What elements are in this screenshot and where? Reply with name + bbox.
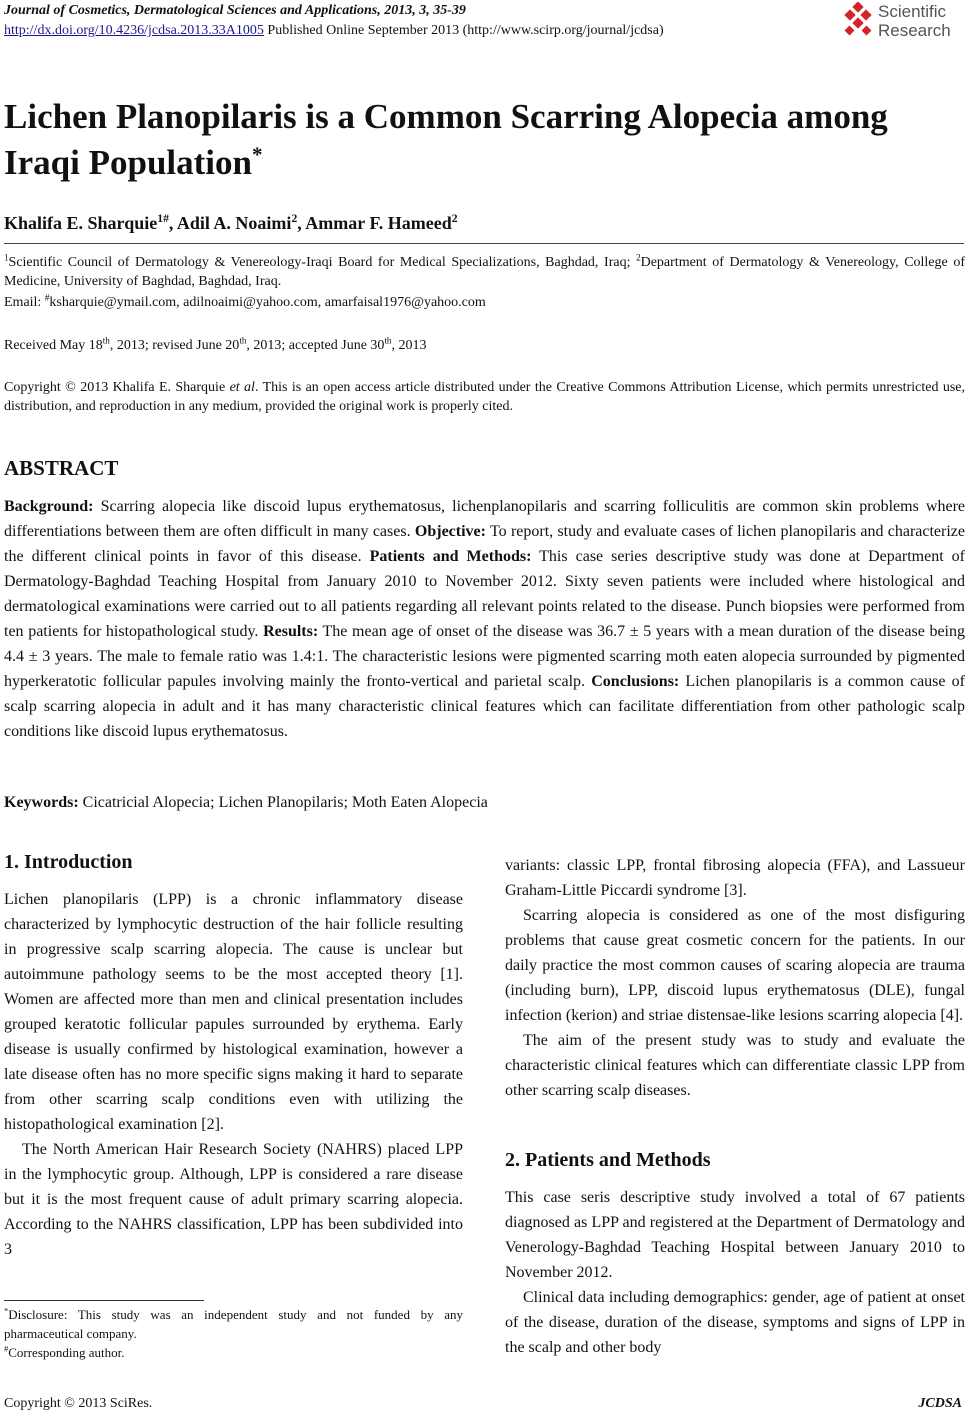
section-heading-introduction: 1. Introduction bbox=[4, 851, 133, 873]
email-label: Email: bbox=[4, 295, 45, 310]
author-3: , Ammar F. Hameed bbox=[297, 213, 452, 233]
fn1-sup: * bbox=[4, 1305, 9, 1316]
keywords-text: Cicatricial Alopecia; Lichen Planopilaris; Moth Eaten Alopecia bbox=[78, 794, 488, 811]
abstract-heading: ABSTRACT bbox=[4, 456, 119, 480]
conclusions-label: Conclusions: bbox=[591, 673, 680, 690]
journal-volume: , 2013, 3, 35-39 bbox=[377, 3, 466, 18]
footnote-2 bbox=[4, 1343, 463, 1362]
copyright-notice bbox=[4, 378, 965, 416]
date-end: , 2013 bbox=[391, 338, 427, 353]
title-text: Lichen Planopilaris is a Common Scarring Alopecia among Iraqi Population bbox=[4, 97, 888, 182]
right-paragraph-1: variants: classic LPP, frontal fibrosing alopecia (FFA), and Lassueur Graham-Little Piccardi syndrome [3]. bbox=[505, 857, 965, 899]
section-heading-methods: 2. Patients and Methods bbox=[505, 1149, 711, 1171]
methods-label: Patients and Methods: bbox=[369, 548, 532, 565]
footnotes bbox=[4, 1305, 463, 1362]
background-label: Background: bbox=[4, 498, 94, 515]
fn2-sup: # bbox=[4, 1343, 9, 1354]
scientific-research-logo bbox=[840, 2, 962, 44]
journal-name: Journal of Cosmetics, Dermatological Sciences and Applications bbox=[4, 3, 378, 18]
doi-line bbox=[4, 23, 664, 39]
title-star: * bbox=[251, 142, 263, 167]
footnote-divider bbox=[4, 1300, 204, 1301]
affiliation bbox=[4, 253, 965, 291]
author-3-sup: 2 bbox=[451, 212, 458, 225]
doi-link[interactable]: http://dx.doi.org/10.4236/jcdsa.2013.33A1005 bbox=[4, 23, 264, 38]
date-revised: , 2013; revised June 20 bbox=[109, 338, 240, 353]
keywords bbox=[4, 794, 488, 812]
conclusions-text: Lichen planopilaris is a common cause of scalp scarring alopecia in adult and it has many characteristic clinical features which can facilitate differentiation from other pathologic scalp conditions like discoid lupus erythematosus. bbox=[4, 673, 966, 740]
copyright-etal: et al bbox=[229, 380, 255, 395]
footnote-1 bbox=[4, 1305, 463, 1343]
sup-th-1: th bbox=[102, 335, 110, 346]
aff-text-1: Scientific Council of Dermatology & Venereology-Iraqi Board for Medical Specializations, Baghdad, Iraq; bbox=[8, 255, 637, 270]
right-column-body-bottom bbox=[505, 1185, 965, 1360]
author-2-sup: 2 bbox=[291, 212, 298, 225]
keywords-label: Keywords: bbox=[4, 794, 79, 811]
results-text: The mean age of onset of the disease was 36.7 ± 5 years with a mean duration of the disease being 4.4 ± 3 years. The male to female ratio was 1.4:1. The characteristic lesions were pigmented scarring moth eaten alopecia surrounded by pigmented hyperkeratotic follicular papules involving mainly the fronto-vertical and parietal scalp. bbox=[4, 623, 965, 690]
objective-label: Objective: bbox=[414, 523, 486, 540]
logo-line-1: Scientific bbox=[878, 2, 947, 21]
footer-copyright: Copyright © 2013 SciRes. bbox=[4, 1396, 153, 1411]
abstract-body bbox=[4, 494, 965, 744]
copyright-before: Copyright © 2013 Khalifa E. Sharquie bbox=[4, 380, 230, 395]
author-divider bbox=[4, 243, 964, 244]
date-received: Received May 18 bbox=[4, 338, 103, 353]
results-label: Results: bbox=[263, 623, 319, 640]
intro-paragraph-2: The North American Hair Research Society (NAHRS) placed LPP in the lymphocytic group. Although, LPP is considered a rare disease but it is the most frequent cause of adult primary scarring alopecia. According to the NAHRS classification, LPP has been subdivided into 3 bbox=[4, 1141, 463, 1258]
email-addresses[interactable]: ksharquie@ymail.com, adilnoaimi@yahoo.com, amarfaisal1976@yahoo.com bbox=[49, 295, 486, 310]
footer-journal-abbrev: JCDSA bbox=[918, 1396, 962, 1411]
intro-paragraph-1: Lichen planopilaris (LPP) is a chronic inflammatory disease characterized by lymphocytic destruction of the hair follicle resulting in progressive scalp scarring alopecia. The cause is unclear but autoimmune pathology seems to be the most accepted theory [1]. Women are affected more than men and clinical presentation includes grouped keratotic follicular papules surrounded by erythema. Early disease is usually confirmed by histological examination, however a late disease often has no more specific signs making it hard to separate from other scarring scalp conditions even with utilizing the histopathological examination [2]. bbox=[4, 891, 463, 1133]
left-column-body bbox=[4, 887, 463, 1262]
objective-text: To report, study and evaluate cases of lichen planopilaris and characterize the different clinical points in favor of this disease. bbox=[4, 523, 966, 565]
author-1: Khalifa E. Sharquie bbox=[4, 213, 158, 233]
aff-text-2: Department of Dermatology & Venereology, College of Medicine, University of Baghdad, Baghdad, Iraq. bbox=[4, 255, 965, 289]
author-1-sup: 1# bbox=[157, 212, 169, 225]
sup-th-3: th bbox=[384, 335, 392, 346]
email-line bbox=[4, 293, 486, 312]
right-column-body-top bbox=[505, 853, 965, 1103]
copyright-after: . This is an open access article distributed under the Creative Commons Attribution License, which permits unrestricted use, distribution, and reproduction in any medium, provided the original work is properly cited. bbox=[4, 380, 965, 414]
author-list bbox=[4, 213, 458, 234]
methods-text: This case series descriptive study was done at Department of Dermatology-Baghdad Teaching Hospital from January 2010 to November 2012. Sixty seven patients were included where histological and dermatological examinations were carried out to all patients regarding all relevant points related to the disease. Punch biopsies were performed from ten patients for histopathological study. bbox=[4, 548, 966, 640]
received-dates bbox=[4, 336, 426, 355]
article-title bbox=[4, 94, 964, 186]
email-sup: # bbox=[44, 292, 50, 303]
methods-paragraph-1: This case seris descriptive study involved a total of 67 patients diagnosed as LPP and registered at the Department of Dermatology and Venerology-Baghdad Teaching Hospital between January 2010 to November 2012. bbox=[505, 1189, 965, 1281]
author-2: , Adil A. Noaimi bbox=[168, 213, 292, 233]
journal-header bbox=[4, 3, 466, 19]
sup-th-2: th bbox=[239, 335, 247, 346]
fn2-text: Corresponding author. bbox=[8, 1345, 125, 1360]
right-paragraph-3: The aim of the present study was to study and evaluate the characteristic clinical features which can differentiate classic LPP from other scarring scalp diseases. bbox=[505, 1032, 965, 1099]
methods-paragraph-2: Clinical data including demographics: gender, age of patient at onset of the disease, duration of the disease, symptoms and signs of LPP in the scalp and other body bbox=[505, 1289, 965, 1356]
fn1-text: Disclosure: This study was an independent study and not funded by any pharmaceutical company. bbox=[4, 1307, 463, 1341]
logo-line-2: Research bbox=[878, 21, 951, 40]
published-online: Published Online September 2013 (http://www.scirp.org/journal/jcdsa) bbox=[263, 23, 664, 38]
right-paragraph-2: Scarring alopecia is considered as one of the most disfiguring problems that cause great cosmetic concern for the patients. In our daily practice the most common causes of scaring alopecia are trauma (including burn), LPP, discoid lupus erythematosus (DLE), fungal infection (kerion) and striae distensae-like lesions scarring alopecia [4]. bbox=[505, 907, 965, 1024]
logo-mark-icon bbox=[840, 2, 876, 42]
date-accepted: , 2013; accepted June 30 bbox=[246, 338, 385, 353]
background-text: Scarring alopecia like discoid lupus erythematosus, lichenplanopilaris and scarring folliculitis are common skin problems where differentiations between them are often difficult in many cases. bbox=[4, 498, 965, 540]
aff-sup-1: 1 bbox=[4, 252, 9, 263]
aff-sup-2: 2 bbox=[636, 252, 641, 263]
